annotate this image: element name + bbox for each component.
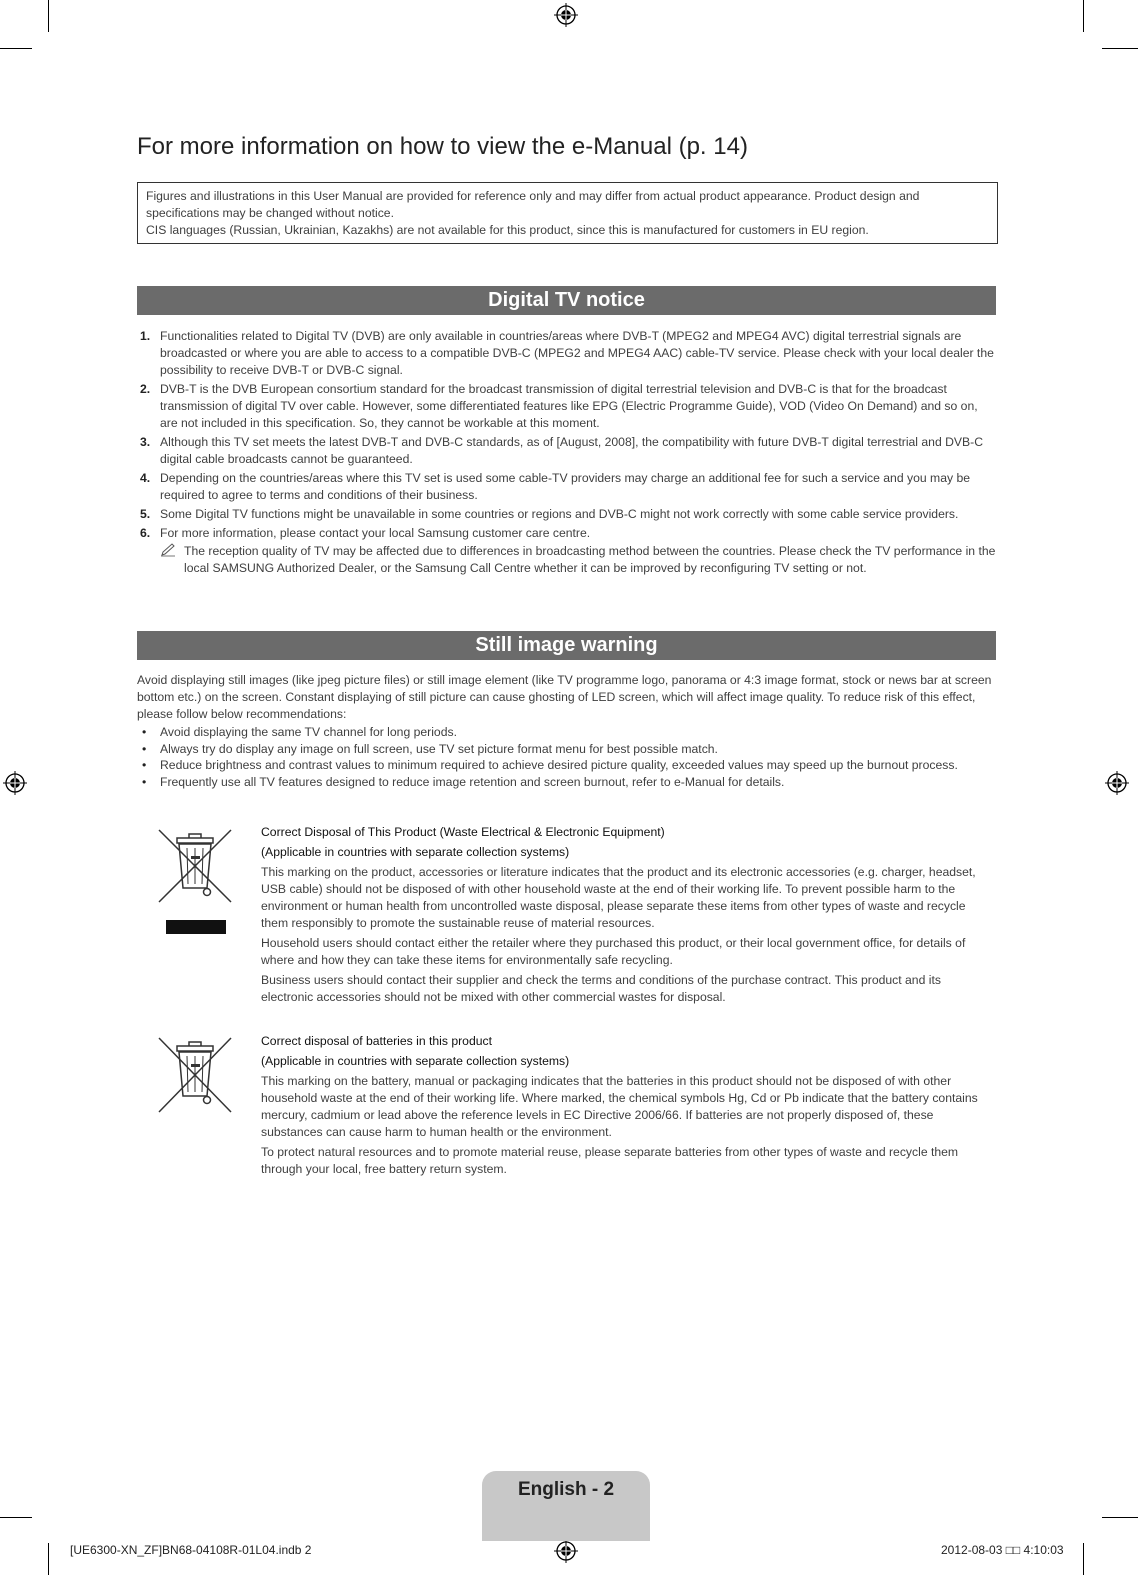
weee-section bbox=[261, 824, 994, 1009]
crop-mark bbox=[1102, 48, 1138, 49]
crop-mark bbox=[0, 1517, 32, 1518]
footer-file-name: [UE6300-XN_ZF]BN68-04108R-01L04.indb 2 bbox=[70, 1543, 312, 1557]
crossed-bin-icon bbox=[155, 826, 235, 936]
list-item: • Always try do display any image on full screen, use TV set picture format menu for best possible match. bbox=[137, 741, 997, 758]
notice-box bbox=[137, 182, 998, 244]
crop-mark bbox=[0, 48, 32, 49]
page-title: For more information on how to view the e-Manual (p. 14) bbox=[137, 133, 748, 160]
list-item bbox=[137, 434, 997, 468]
batteries-section bbox=[261, 1033, 994, 1181]
registration-mark-icon bbox=[3, 771, 27, 795]
list-item bbox=[137, 470, 997, 504]
batteries-subtitle: (Applicable in countries with separate collection systems) bbox=[261, 1054, 570, 1068]
notice-text: CIS languages (Russian, Ukrainian, Kazakhs) are not available for this product, since this is manufactured for customers in EU region. bbox=[146, 223, 869, 237]
crop-mark bbox=[1083, 1543, 1084, 1575]
item-number: 3. bbox=[140, 435, 151, 449]
weee-paragraph: This marking on the product, accessories or literature indicates that the product and its electronic accessories (e.g. charger, headset, USB cable) should not be disposed of with other household waste at the end of their working life. To prevent possible harm to the environment or human health from uncontrolled waste disposal, please separate these items from other types of waste and recycle them responsibly to promote the sustainable reuse of material resources. bbox=[261, 865, 976, 930]
digital-tv-list bbox=[137, 328, 997, 579]
pencil-note-icon bbox=[160, 543, 178, 562]
registration-mark-icon bbox=[554, 3, 578, 27]
registration-mark-icon bbox=[554, 1539, 578, 1563]
list-item bbox=[137, 381, 997, 432]
crop-mark bbox=[48, 0, 49, 32]
list-item: • Frequently use all TV features designed to reduce image retention and screen burnout, refer to e-Manual for details. bbox=[137, 774, 997, 791]
item-text: For more information, please contact your local Samsung customer care centre. bbox=[160, 526, 591, 540]
registration-mark-icon bbox=[1105, 771, 1129, 795]
note-text: The reception quality of TV may be affected due to differences in broadcasting method between the countries. Please check the TV performance in the local SAMSUNG Authorized Dealer, or the Samsung Call Centre whether it can be improved by reconfiguring TV setting or not. bbox=[184, 544, 996, 575]
section-heading-digital-tv: Digital TV notice bbox=[137, 286, 996, 315]
item-number: 4. bbox=[140, 471, 151, 485]
section-heading-still-image: Still image warning bbox=[137, 631, 996, 660]
item-text: Depending on the countries/areas where this TV set is used some cable-TV providers may charge an additional fee for such a service and you may be required to agree to terms and conditions of their business. bbox=[160, 471, 971, 502]
crop-mark bbox=[1102, 1517, 1138, 1518]
list-item bbox=[137, 328, 997, 379]
item-number: 6. bbox=[140, 526, 151, 540]
list-item bbox=[137, 525, 997, 577]
item-text: Functionalities related to Digital TV (DVB) are only available in countries/areas where DVB-T (MPEG2 and MPEG4 AVC) digital terrestrial signals are broadcasted or where you are able to access to a compatible DVB-C (MPEG2 and MPEG4 AAC) cable-TV service. Please check with your local dealer the possibility to receive DVB-T or DVB-C signal. bbox=[160, 329, 994, 377]
crossed-bin-icon bbox=[155, 1034, 235, 1116]
item-number: 2. bbox=[140, 382, 151, 396]
item-text: Although this TV set meets the latest DVB-T and DVB-C standards, as of [August, 2008], the compatibility with future DVB-T digital terrestrial and DVB-C digital cable broadcasts cannot be guaranteed. bbox=[160, 435, 984, 466]
footer-timestamp: 2012-08-03 □□ 4:10:03 bbox=[941, 1543, 1064, 1557]
list-item: • Reduce brightness and contrast values to minimum required to achieve desired picture quality, exceeded values may speed up the burnout process. bbox=[137, 757, 997, 774]
item-number: 1. bbox=[140, 329, 151, 343]
weee-paragraph: Business users should contact their supplier and check the terms and conditions of the purchase contract. This product and its electronic accessories should not be mixed with other commercial wastes for disposal. bbox=[261, 973, 941, 1004]
weee-subtitle: (Applicable in countries with separate collection systems) bbox=[261, 845, 570, 859]
page-number-tab: English - 2 bbox=[482, 1471, 650, 1541]
weee-title: Correct Disposal of This Product (Waste Electrical & Electronic Equipment) bbox=[261, 825, 665, 839]
item-text: DVB-T is the DVB European consortium standard for the broadcast transmission of digital terrestrial television and DVB-C is that for the broadcast transmission of digital TV over cable. However, some differentiated features like EPG (Electric Programme Guide), VOD (Video On Demand) and so on, are not included in this specification. So, they cannot be workable at this moment. bbox=[160, 382, 978, 430]
batteries-paragraph: To protect natural resources and to promote material reuse, please separate batteries from other types of waste and recycle them through your local, free battery return system. bbox=[261, 1145, 959, 1176]
item-number: 5. bbox=[140, 507, 151, 521]
batteries-title: Correct disposal of batteries in this product bbox=[261, 1034, 492, 1048]
weee-paragraph: Household users should contact either the retailer where they purchased this product, or their local government office, for details of where and how they can take these items for environmentally safe recycling. bbox=[261, 936, 966, 967]
still-image-bullets bbox=[137, 724, 997, 790]
crop-mark bbox=[48, 1543, 49, 1575]
item-text: Some Digital TV functions might be unavailable in some countries or regions and DVB-C might not work correctly with some cable service providers. bbox=[160, 507, 959, 521]
list-item bbox=[137, 506, 997, 523]
notice-text: Figures and illustrations in this User Manual are provided for reference only and may differ from actual product appearance. Product design and specifications may be changed without notice. bbox=[146, 189, 920, 220]
list-item: • Avoid displaying the same TV channel for long periods. bbox=[137, 724, 997, 741]
reception-note bbox=[137, 543, 997, 577]
still-image-intro: Avoid displaying still images (like jpeg picture files) or still image element (like TV programme logo, panorama or 4:3 image format, stock or news bar at screen bottom etc.) on the screen. Constant displaying of still picture can cause ghosting of LED screen, which will affect image quality. To reduce risk of this effect, please follow below recommendations: bbox=[137, 673, 992, 721]
crop-mark bbox=[1083, 0, 1084, 32]
batteries-paragraph: This marking on the battery, manual or packaging indicates that the batteries in this product should not be disposed of with other household waste at the end of their working life. Where marked, the chemical symbols Hg, Cd or Pb indicate that the battery contains mercury, cadmium or lead above the reference levels in EC Directive 2006/66. If batteries are not properly disposed of, these substances can cause harm to human health or the environment. bbox=[261, 1074, 978, 1139]
